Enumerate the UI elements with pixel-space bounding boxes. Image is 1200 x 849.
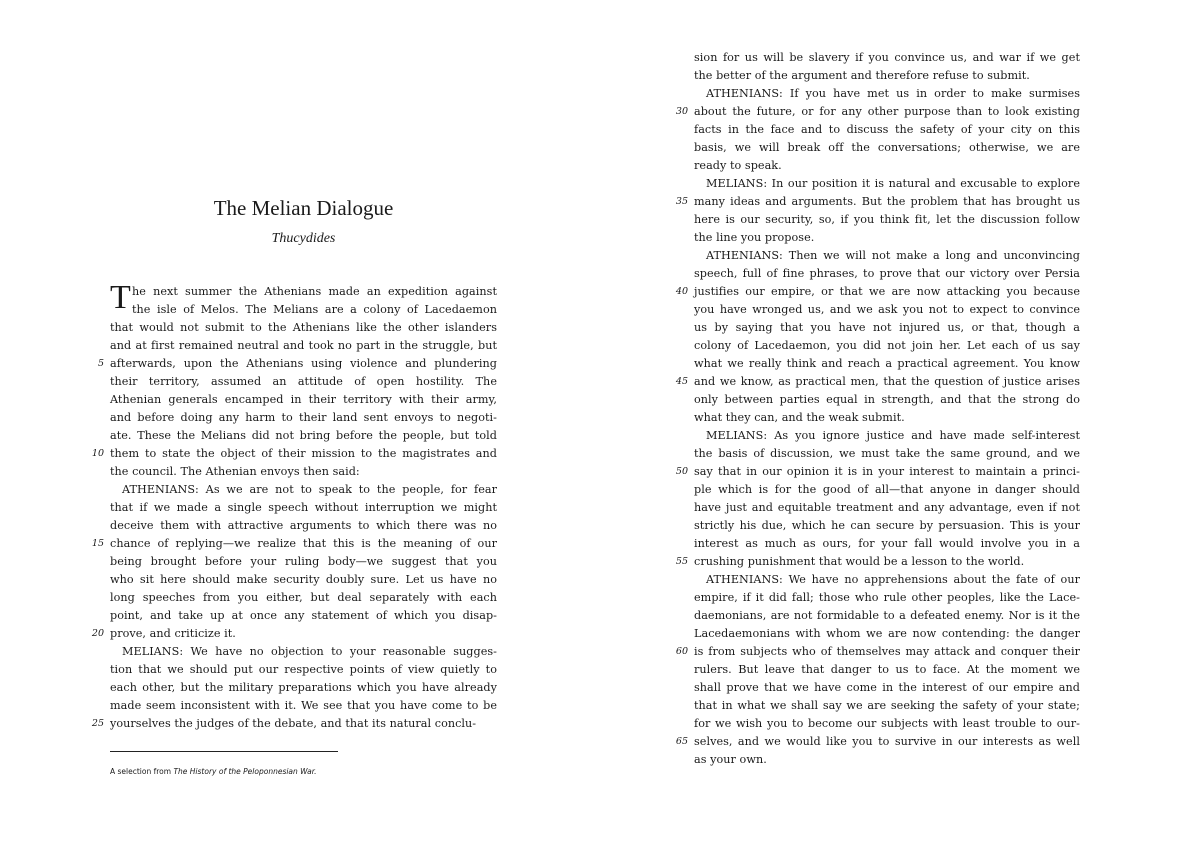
text-line: strictly his due, which he can secure by persuasion. This is your: [694, 519, 1080, 532]
text-line: is from subjects who of themselves may attack and conquer their: [694, 645, 1080, 658]
text-line: tion that we should put our respective points of view quietly to: [110, 663, 497, 676]
text-line: their territory, assumed an attitude of open hostility. The: [110, 375, 497, 388]
text-line: point, and take up at once any statement of which you disap-: [110, 609, 497, 622]
text-line: MELIANS: We have no objection to your reasonable sugges-: [122, 645, 497, 658]
text-line: speech, full of fine phrases, to prove that our victory over Persia: [694, 267, 1080, 280]
text-line: basis, we will break off the conversations; otherwise, we are: [694, 141, 1080, 154]
text-line: rulers. But leave that danger to us to face. At the moment we: [694, 663, 1080, 676]
text-line: about the future, or for any other purpose than to look existing: [694, 105, 1080, 118]
text-line: only between parties equal in strength, and that the strong do: [694, 393, 1080, 406]
line-number: 5: [97, 358, 104, 369]
line-number: 30: [675, 106, 688, 117]
footnote-prefix: A selection from: [110, 767, 174, 776]
line-number: 60: [675, 646, 688, 657]
text-line: prove, and criticize it.: [110, 627, 236, 640]
text-line: the isle of Melos. The Melians are a colony of Lacedaemon: [132, 303, 497, 316]
text-line: long speeches from you either, but deal separately with each: [110, 591, 497, 604]
text-line: ple which is for the good of all—that anyone in danger should: [694, 483, 1080, 496]
text-line: MELIANS: In our position it is natural and excusable to explore: [706, 177, 1080, 190]
text-line: you have wronged us, and we ask you not to expect to convince: [694, 303, 1080, 316]
text-line: chance of replying—we realize that this is the meaning of our: [110, 537, 497, 550]
page-title: The Melian Dialogue: [213, 196, 394, 220]
line-number: 35: [675, 196, 688, 207]
text-line: ready to speak.: [694, 159, 782, 172]
line-number: 40: [675, 286, 688, 297]
text-line: say that in our opinion it is in your interest to maintain a princi-: [694, 465, 1080, 478]
text-line: the line you propose.: [694, 231, 815, 244]
text-line: ate. These the Melians did not bring before the people, but told: [110, 429, 497, 442]
text-line: that if we made a single speech without interruption we might: [110, 501, 497, 514]
text-line: have just and equitable treatment and any advantage, even if not: [694, 501, 1080, 514]
text-line: facts in the face and to discuss the safety of your city on this: [694, 123, 1080, 136]
text-line: sion for us will be slavery if you convince us, and war if we get: [694, 51, 1080, 64]
text-line: daemonians, are not formidable to a defeated enemy. Nor is it the: [694, 609, 1080, 622]
text-line: ATHENIANS: Then we will not make a long and unconvincing: [706, 249, 1080, 262]
text-line: each other, but the military preparations which you have already: [110, 681, 497, 694]
text-line: the basis of discussion, we must take the same ground, and we: [694, 447, 1080, 460]
line-number: 15: [91, 538, 104, 549]
text-line: afterwards, upon the Athenians using violence and plundering: [110, 357, 497, 370]
text-line: ATHENIANS: If you have met us in order to make surmises: [706, 87, 1080, 100]
text-line: being brought before your ruling body—we suggest that you: [110, 555, 497, 568]
text-line: shall prove that we have come in the interest of our empire and: [694, 681, 1080, 694]
drop-cap: T: [110, 279, 131, 316]
text-line: interest as much as ours, for your fall would involve you in a: [694, 537, 1080, 550]
footnote-rule: [110, 751, 338, 752]
text-line: selves, and we would like you to survive in our interests as well: [694, 735, 1080, 748]
text-line: the council. The Athenian envoys then said:: [110, 465, 360, 478]
text-line: crushing punishment that would be a lesson to the world.: [694, 555, 1025, 568]
text-line: Lacedaemonians with whom we are now contending: the danger: [694, 627, 1080, 640]
text-line: what they can, and the weak submit.: [694, 411, 905, 424]
line-number: 65: [675, 736, 688, 747]
text-line: ATHENIANS: As we are not to speak to the people, for fear: [122, 483, 497, 496]
text-line: many ideas and arguments. But the problem that has brought us: [694, 195, 1080, 208]
text-line: and at first remained neutral and took no part in the struggle, but: [110, 339, 497, 352]
line-number: 10: [91, 448, 104, 459]
text-line: the better of the argument and therefore refuse to submit.: [694, 69, 1030, 82]
line-number: 50: [675, 466, 688, 477]
text-line: and before doing any harm to their land sent envoys to negoti-: [110, 411, 497, 424]
text-line: yourselves the judges of the debate, and that its natural conclu-: [110, 717, 477, 730]
text-line: empire, if it did fall; those who rule other peoples, like the Lace-: [694, 591, 1080, 604]
text-line: made seem inconsistent with it. We see that you have come to be: [110, 699, 497, 712]
text-line: he next summer the Athenians made an expedition against: [132, 285, 497, 298]
text-line: that in what we shall say we are seeking the safety of your state;: [694, 699, 1080, 712]
text-line: MELIANS: As you ignore justice and have made self-interest: [706, 429, 1080, 442]
right-page: [600, 0, 1200, 849]
text-line: here is our security, so, if you think fit, let the discussion follow: [694, 213, 1080, 226]
text-line: ATHENIANS: We have no apprehensions about the fate of our: [706, 573, 1080, 586]
text-line: Athenian generals encamped in their territory with their army,: [110, 393, 497, 406]
text-line: colony of Lacedaemon, you did not join her. Let each of us say: [694, 339, 1080, 352]
line-number: 55: [675, 556, 688, 567]
text-line: for we wish you to become our subjects with least trouble to our-: [694, 717, 1080, 730]
text-line: as your own.: [694, 753, 767, 766]
line-number: 45: [675, 376, 688, 387]
footnote: [110, 766, 317, 778]
text-line: who sit here should make security doubly sure. Let us have no: [110, 573, 497, 586]
text-line: that would not submit to the Athenians like the other islanders: [110, 321, 497, 334]
footnote-title: The History of the Peloponnesian War.: [173, 767, 317, 776]
author-name: Thucydides: [271, 231, 336, 246]
text-line: deceive them with attractive arguments to which there was no: [110, 519, 497, 532]
text-line: us by saying that you have not injured us, or that, though a: [694, 321, 1080, 334]
text-line: what we really think and reach a practical agreement. You know: [694, 357, 1080, 370]
line-number: 20: [91, 628, 104, 639]
text-line: them to state the object of their mission to the magistrates and: [110, 447, 497, 460]
line-number: 25: [91, 718, 104, 729]
text-line: and we know, as practical men, that the question of justice arises: [694, 375, 1080, 388]
text-line: justifies our empire, or that we are now attacking you because: [694, 285, 1080, 298]
